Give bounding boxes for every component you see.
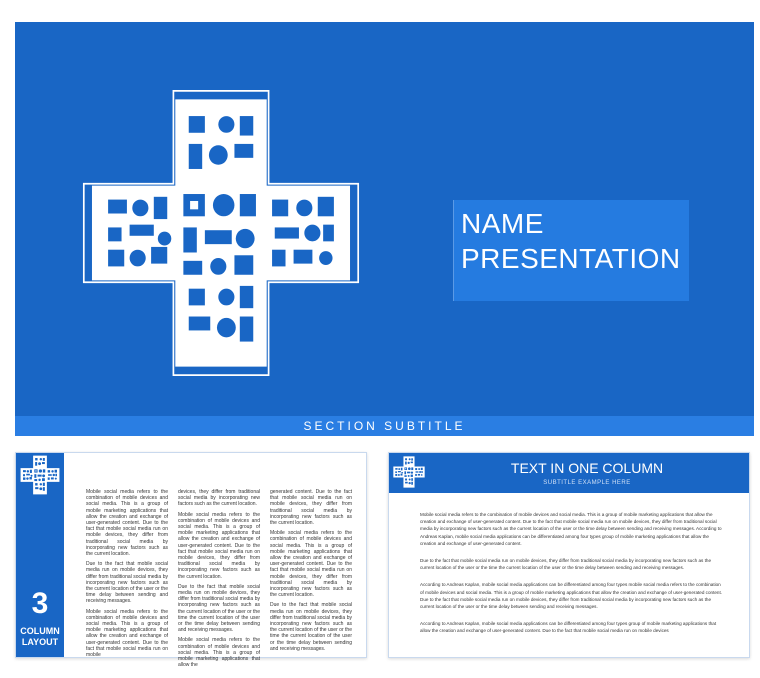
paragraph: Mobile social media refers to the combination of mobile devices and social media. This is a group of mobile marketing applications that allow the creation and exchange of user-generated content. Due to the fact that mobile social media run on mobile devices, they differ from traditional social media by incorporating new factors such as the current location.	[86, 489, 168, 558]
paragraph: Mobile social media refers to the combination of mobile devices and social media. This is a group of mobile marketing applications that allow the creation and exchange of user-generated content. Due to the fact that mobile social media run on mobile devices, they differ from traditional social media by incorporating new factors such as the current location of the user or the time delay between sending and receiving messages. According to Andreas Kaplan, mobile social media applications can be differentiated among four types group of mobile marketing applications that allow the creation and exchange of user-generated content.	[420, 512, 722, 546]
paragraph: Due to the fact that mobile social media run on mobile devices, they differ from traditional social media by incorporating new factors such as the current location of the user or the time the current location of the user or the time delay between sending and receiving messages.	[270, 602, 352, 652]
body-text	[420, 511, 725, 645]
medical-cross-icon	[16, 453, 64, 497]
slide-subtitle: SUBTITLE EXAMPLE HERE	[543, 480, 631, 486]
text-column-3	[270, 489, 352, 656]
title-line-2: PRESENTATION	[461, 243, 681, 274]
column-count: 3	[31, 587, 49, 620]
paragraph: devices, they differ from traditional social media by incorporating new factors such as the current location.	[178, 489, 260, 508]
text-column-2	[178, 489, 260, 672]
paragraph: Mobile social media refers to the combination of mobile devices and social media. This is a group of mobile marketing applications that allow the creation and exchange of user-generated content. Due to the fact that mobile social media run on mobile devices, they differ from traditional social media by incorporating new factors such as the current location.	[270, 530, 352, 599]
paragraph: generated content. Due to the fact that mobile social media run on mobile devices, they differ from traditional social media by incorporating new factors such as the current location.	[270, 489, 352, 527]
medical-cross-icon	[391, 455, 427, 489]
section-subtitle: SECTION SUBTITLE	[15, 416, 754, 436]
title-slide[interactable]	[15, 22, 754, 436]
text-column-1	[86, 489, 168, 662]
column-layout-label	[16, 626, 64, 648]
paragraph: Mobile social media refers to the combination of mobile devices and social media. This is a group of mobile marketing applications that allow the creation and exchange of user-generated content. Due to the fact that mobile social media run on mobile	[86, 608, 168, 659]
medical-cross-icon	[81, 88, 361, 378]
label-line-1: COLUMN	[20, 626, 60, 636]
side-bar	[16, 453, 64, 657]
paragraph: Mobile social media refers to the combination of mobile devices and social media. This is a group of mobile marketing applications that allow the creation and exchange of user-generated content. Due to the fact that mobile social media run on mobile devices, they differ from traditional social media by incorporating new factors such as the current location.	[178, 511, 260, 580]
paragraph: Due to the fact that mobile social media run on mobile devices, they differ from traditional social media by incorporating new factors such as the current location of the user or the time delay between sending and receiving messages.	[86, 561, 168, 605]
paragraph: Due to the fact that mobile social media run on mobile devices, they differ from traditional social media by incorporating new factors such as the current location of the user or the time the current location of the user or the time delay between sending and receiving messages.	[178, 583, 260, 634]
slide-header	[389, 453, 749, 493]
paragraph: Due to the fact that mobile social media run on mobile devices, they differ from traditional social media by incorporating new factors such as the current location of the user or the time the current location of the user or the time delay between sending and receiving messages.	[420, 558, 712, 571]
label-line-2: LAYOUT	[21, 637, 59, 647]
title-band	[453, 200, 689, 301]
paragraph: Mobile social media refers to the combination of mobile devices and social media. This is a group of mobile marketing applications that allow the	[178, 637, 260, 669]
title-line-1: NAME	[461, 208, 544, 239]
one-column-slide[interactable]	[388, 452, 750, 658]
paragraph: According to Andreas Kaplan, mobile social media applications can be differentiated among four types mobile social media refers to the combination of mobile devices and social media. This is a group of mobile marketing applications that allow the creation and exchange of user-generated content. Due to the fact that mobile social media run on mobile devices, they differ from traditional social media by incorporating new factors such as the current location of the user or the time delay between sending and receiving messages.	[420, 582, 723, 610]
paragraph: According to Andreas Kaplan, mobile social media applications can be differentiated among four types group of mobile marketing applications that allow the creation and exchange of user-generated content. Due to the fact that mobile social media run on mobile devices	[420, 621, 717, 634]
slide-title: TEXT IN ONE COLUMN	[510, 460, 664, 476]
three-column-slide[interactable]	[15, 452, 367, 669]
